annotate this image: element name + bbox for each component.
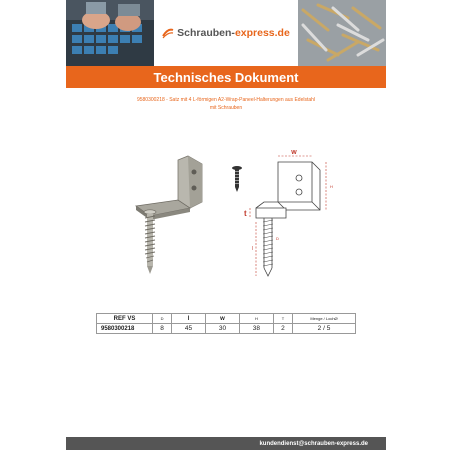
table-header-row <box>97 314 356 324</box>
logo-suffix: express.de <box>234 27 290 39</box>
document-title: Technisches Dokument <box>153 69 299 85</box>
table-header-cell: H <box>239 314 273 324</box>
table-header-cell: Menge / LochØ <box>293 314 356 324</box>
document-page <box>66 0 386 452</box>
product-description <box>86 96 366 112</box>
technical-drawing <box>256 162 320 276</box>
brand-logo[interactable] <box>154 0 298 66</box>
label-l: l <box>252 246 254 252</box>
label-t: t <box>244 209 247 218</box>
logo-brand: Schrauben- <box>177 27 235 39</box>
spec-table <box>96 313 356 334</box>
table-cell: 2 <box>273 324 292 334</box>
label-h: H <box>330 184 333 189</box>
table-cell: 2 / 5 <box>293 324 356 334</box>
logo-text <box>177 27 290 39</box>
table-row <box>97 324 356 334</box>
screw-icon <box>232 166 242 192</box>
table-header-cell: D <box>153 314 172 324</box>
label-w: w <box>291 150 297 156</box>
table-cell: 9580300218 <box>97 324 153 334</box>
header-banner <box>66 0 386 66</box>
footer-bar <box>66 437 386 450</box>
product-description-line2: mit Schrauben <box>209 105 243 111</box>
footer-email-link[interactable]: kundendienst@schrauben-express.de <box>259 440 368 447</box>
table-cell: 30 <box>206 324 240 334</box>
table-header-cell: l <box>172 314 206 324</box>
product-description-line1: 9580300218 - Satz mit 4 L-förmigen A2-Wrap-Paneel-Halterungen aus Edelstahl <box>136 97 316 103</box>
table-cell: 45 <box>172 324 206 334</box>
label-d: D <box>276 236 279 241</box>
screws-photo <box>298 0 386 66</box>
table-cell: 38 <box>239 324 273 334</box>
table-header-cell: T <box>273 314 292 324</box>
document-title-bar <box>66 66 386 88</box>
table-cell: 8 <box>153 324 172 334</box>
bracket-photo <box>136 156 202 274</box>
product-drawings <box>116 150 356 280</box>
toolbox-photo <box>66 0 154 66</box>
table-header-cell: REF VS <box>97 314 153 324</box>
table-header-cell: w <box>206 314 240 324</box>
logo-swoosh-icon <box>162 27 174 39</box>
